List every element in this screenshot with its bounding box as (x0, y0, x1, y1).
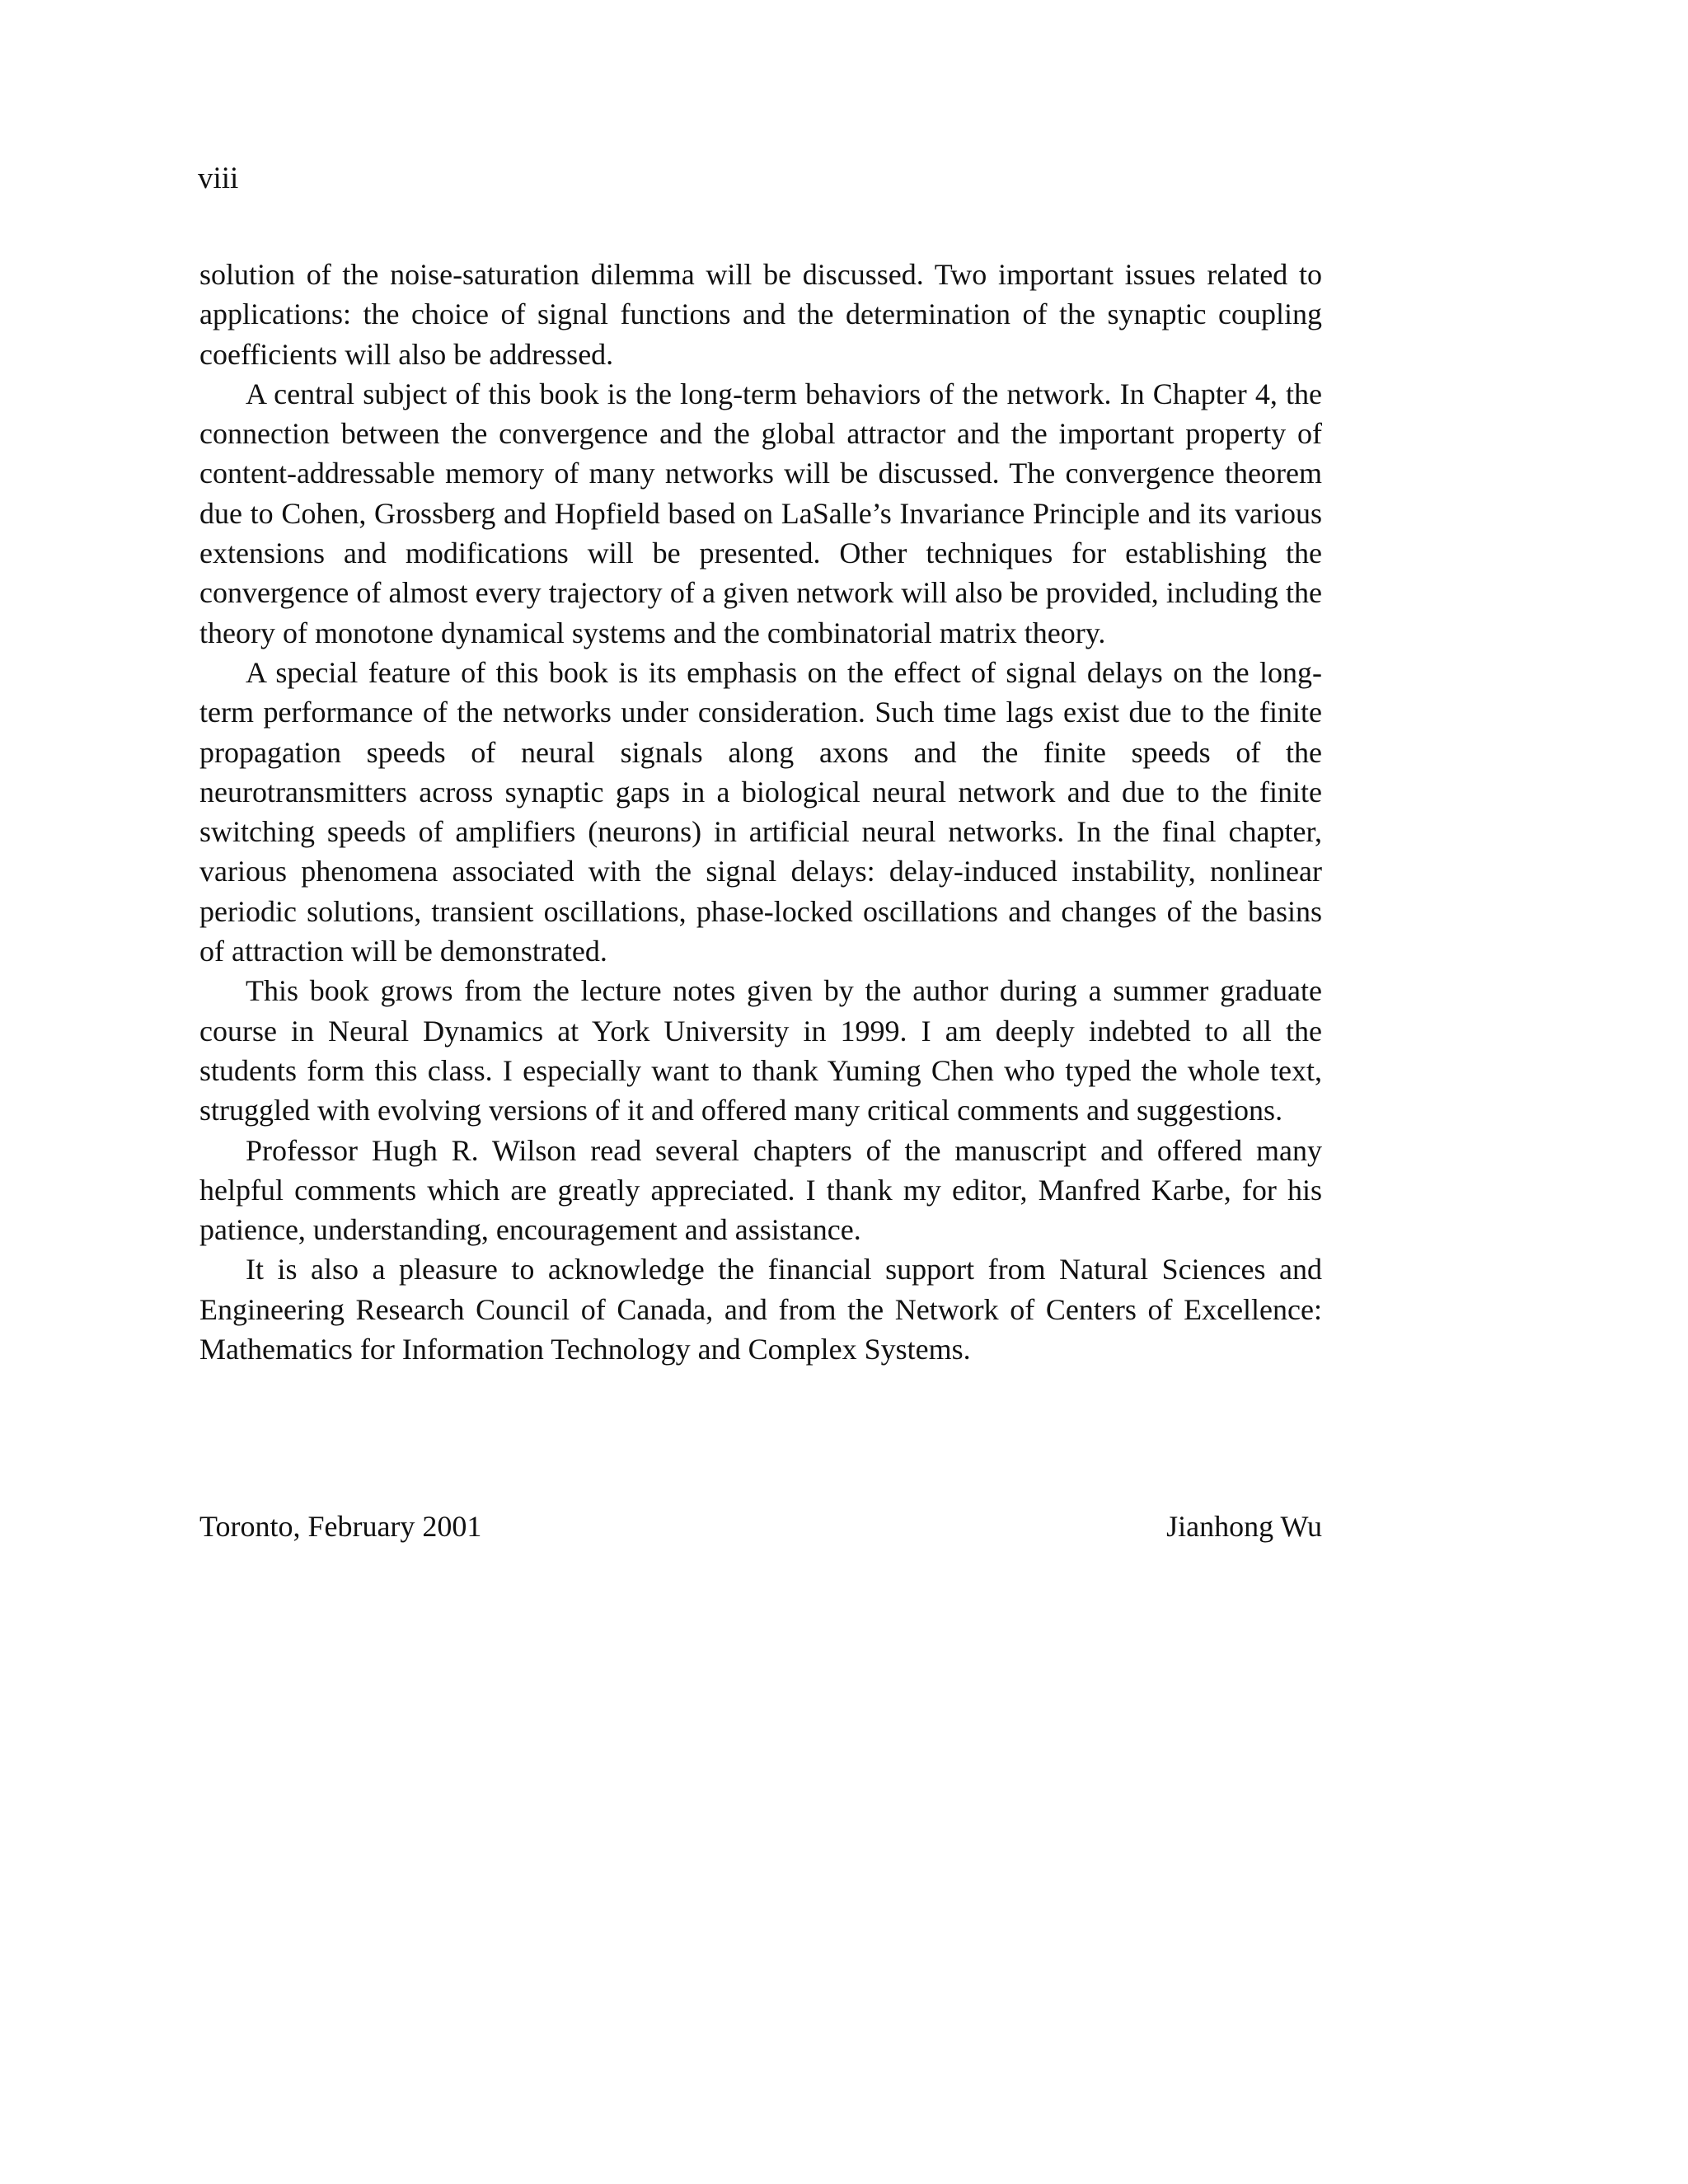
signature-line (199, 1507, 1322, 1546)
page-number: viii (198, 162, 239, 195)
signature-place-date: Toronto, February 2001 (199, 1510, 482, 1543)
paragraph-noise-saturation: solution of the noise-saturation dilemma will be discussed. Two important issues related to applications: the choice of signal functions and the determination of the synaptic coupling coefficients will also be addressed. (199, 258, 1322, 371)
paragraph-lecture-notes: This book grows from the lecture notes given by the author during a summer graduate course in Neural Dynamics at York University in 1999. I am deeply indebted to all the students form this class. I especially want to thank Yuming Chen who typed the whole text, struggled with evolving versions of it and offered many critical comments and suggestions. (199, 974, 1322, 1127)
paragraph-financial-support: It is also a pleasure to acknowledge the financial support from Natural Sciences and Engineering Research Council of Canada, and from the Network of Centers of Excellence: Mathematics for Information Technology and Complex Systems. (199, 1253, 1322, 1366)
paragraph-signal-delays: A special feature of this book is its emphasis on the effect of signal delays on the long-term performance of the networks under consideration. Such time lags exist due to the finite propagation speeds of neural signals along axons and the finite speeds of the neurotransmitters across synaptic gaps in a biological neural network and due to the finite switching speeds of amplifiers (neurons) in artificial neural networks. In the final chapter, various phenomena associated with the signal delays: delay-induced instability, nonlinear periodic solutions, transient oscillations, phase-locked oscillations and changes of the basins of attraction will be demonstrated. (199, 655, 1322, 968)
paragraph-long-term-behaviors: A central subject of this book is the long-term behaviors of the network. In Chapter 4, the connection between the convergence and the global attractor and the important property of content-addressable memory of many networks will be discussed. The convergence theorem due to Cohen, Grossberg and Hopfield based on LaSalle’s Invariance Principle and its various extensions and modifications will be presented. Other techniques for establishing the convergence of almost every trajectory of a given network will also be provided, including the theory of monotone dynamical systems and the combinatorial matrix theory. (199, 377, 1322, 649)
paragraph-acknowledge-wilson: Professor Hugh R. Wilson read several chapters of the manuscript and offered many helpful comments which are greatly appreciated. I thank my editor, Manfred Karbe, for his patience, understanding, encouragement and assistance. (199, 1133, 1322, 1247)
preface-body (199, 255, 1322, 1369)
signature-author: Jianhong Wu (1166, 1510, 1322, 1543)
